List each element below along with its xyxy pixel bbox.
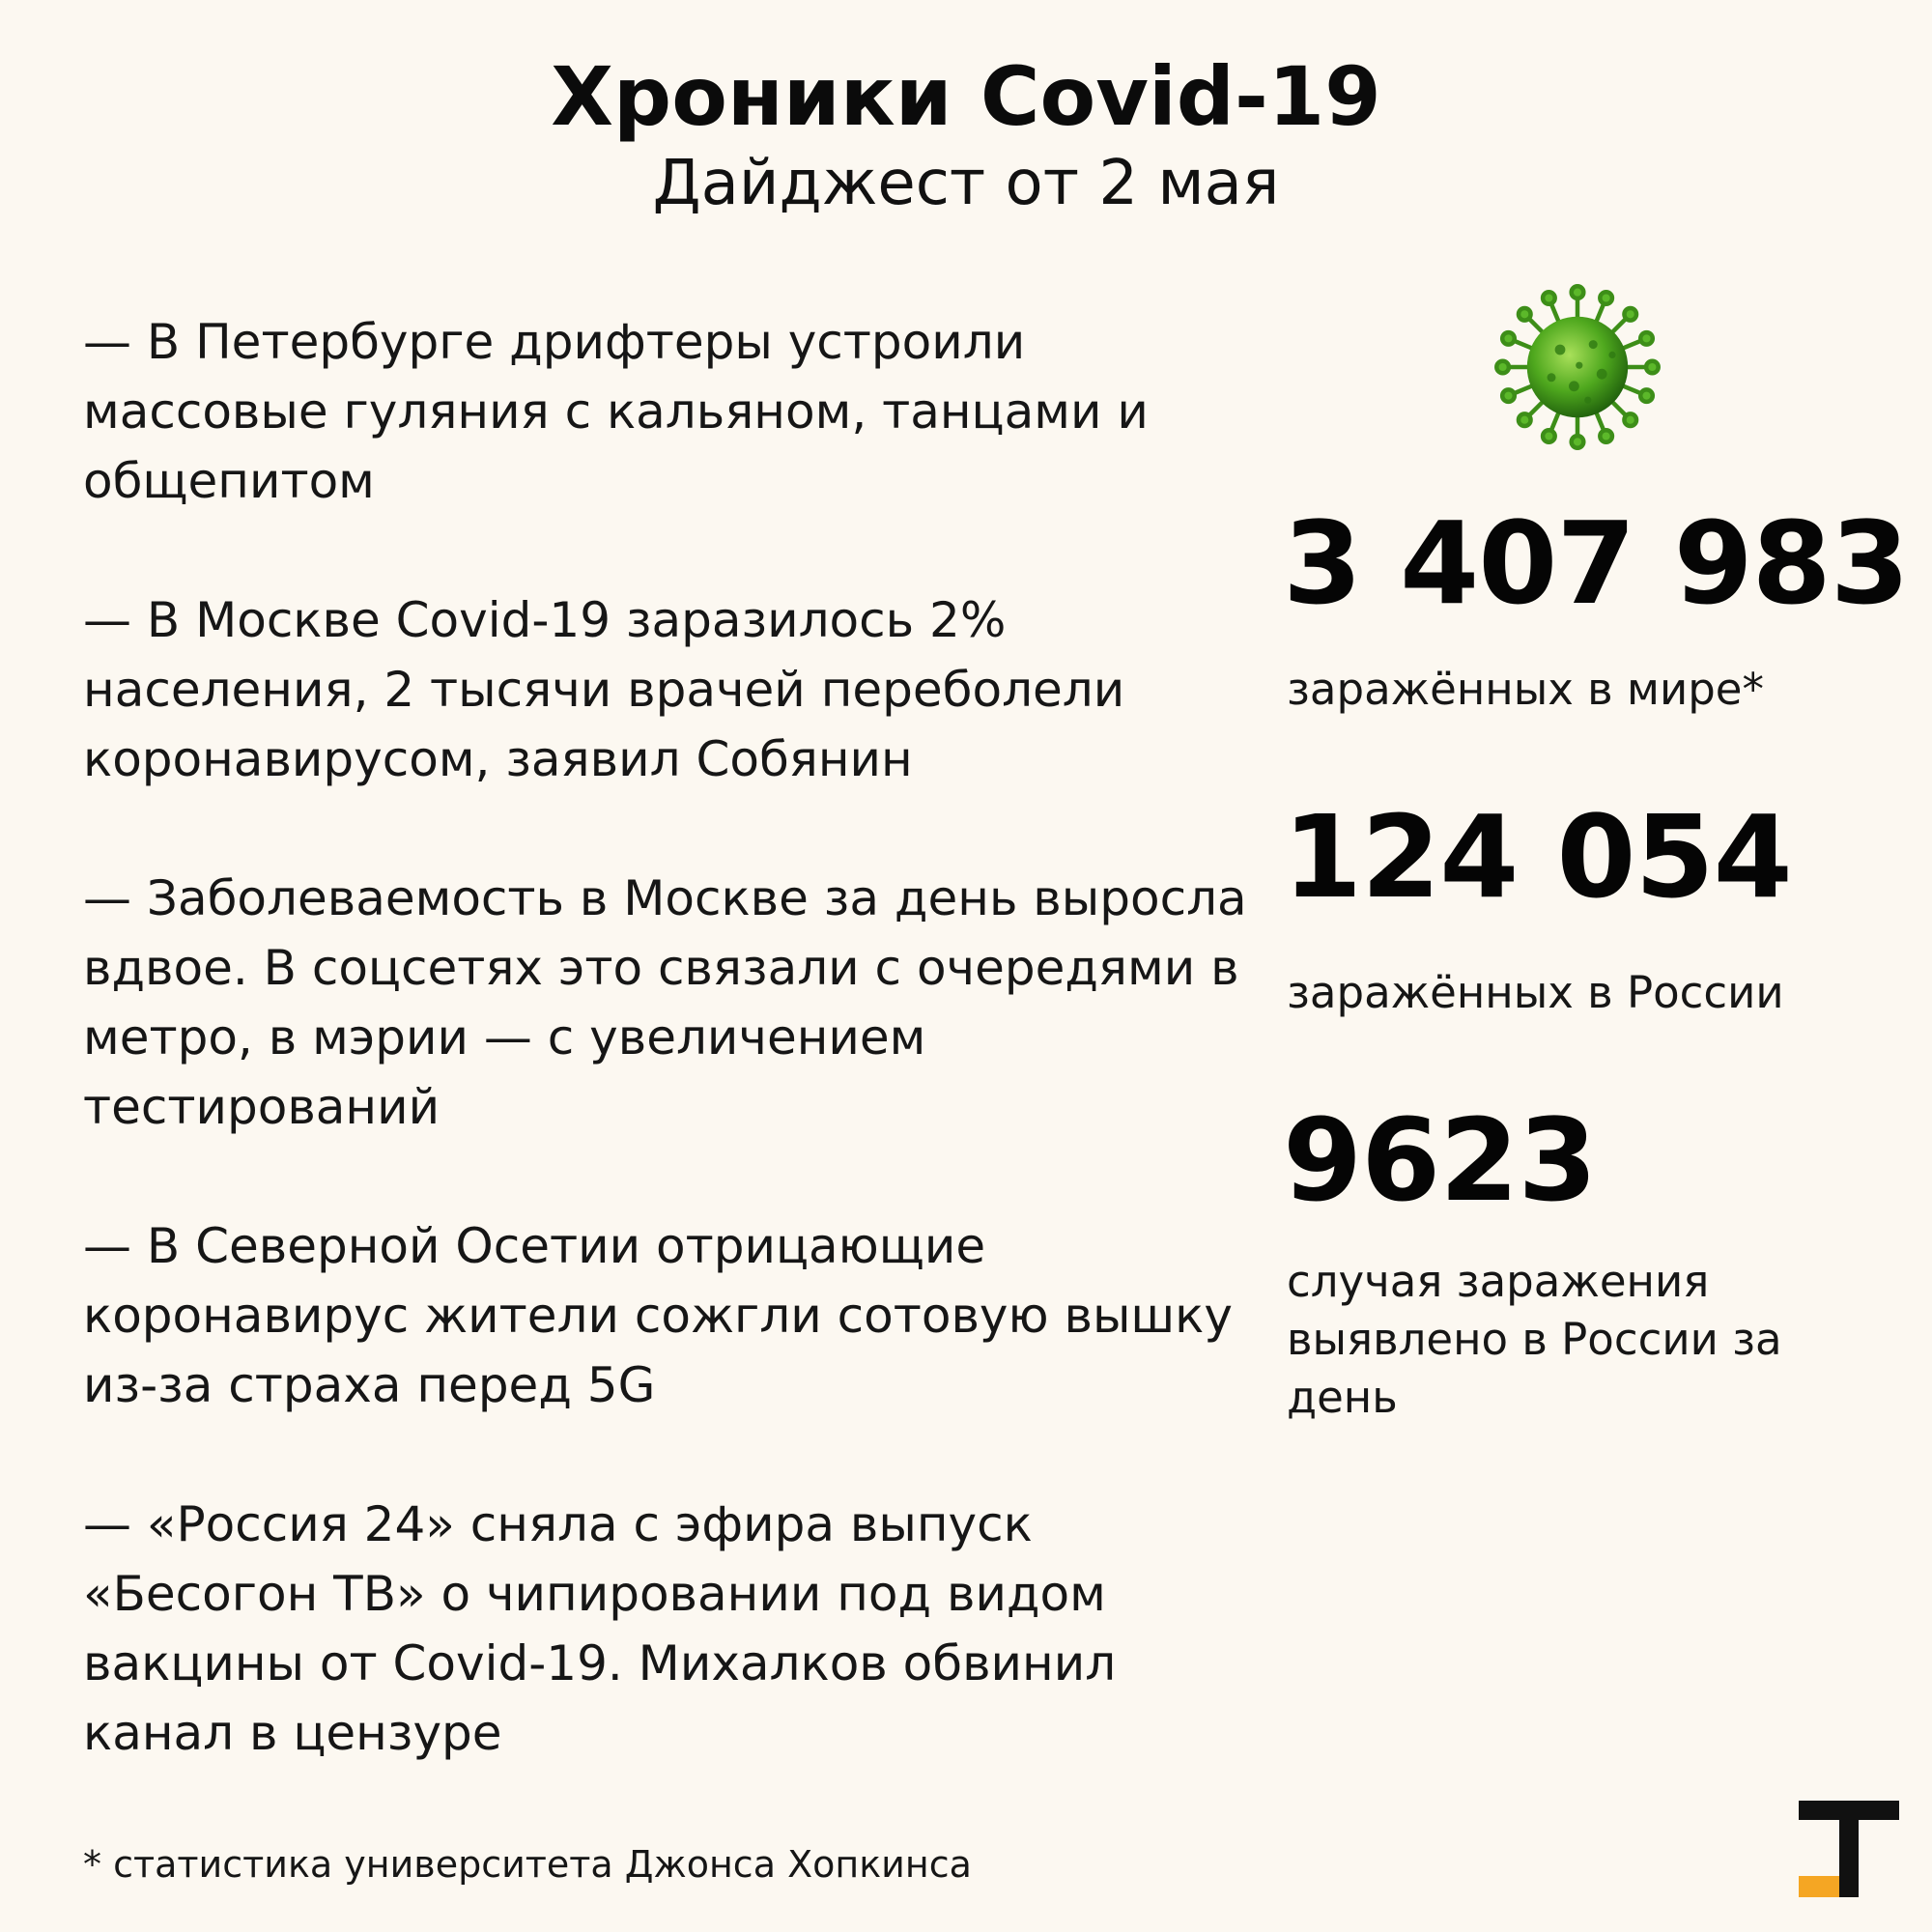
page-title: Хроники Covid-19	[551, 49, 1381, 144]
t-logo-icon	[1799, 1801, 1899, 1897]
stat-world-label: заражённых в мире*	[1287, 664, 1764, 715]
news-item: — В Москве Covid-19 заразилось 2% населения, 2 тысячи врачей переболели коронавирусом, заявил Собянин	[83, 592, 1125, 787]
news-item: — Заболеваемость в Москве за день выросла вдвое. В соцсетях это связали с очередями в метро, в мэрии — с увеличением тестирований	[83, 870, 1247, 1135]
stat-russia-number: 124 054	[1283, 790, 1792, 923]
stat-world-number: 3 407 983	[1283, 497, 1909, 630]
news-item: — В Петербурге дрифтеры устроили массовые гуляния с кальяном, танцами и общепитом	[83, 314, 1149, 509]
stat-daily-label: случая заражения выявлено в России за день	[1287, 1256, 1782, 1423]
footnote: * статистика университета Джонса Хопкинса	[83, 1843, 972, 1886]
stat-daily-number: 9623	[1283, 1094, 1597, 1227]
news-list	[83, 307, 1252, 1837]
coronavirus-icon	[1491, 280, 1664, 454]
news-item: — «Россия 24» сняла с эфира выпуск «Бесогон ТВ» о чипировании под видом вакцины от Covid-19. Михалков обвинил канал в цензуре	[83, 1496, 1117, 1761]
stats-panel	[1283, 0, 1909, 1449]
page-subtitle: Дайджест от 2 мая	[652, 148, 1280, 219]
news-item: — В Северной Осетии отрицающие коронавирус жители сожгли сотовую вышку из-за страха перед 5G	[83, 1218, 1233, 1413]
stat-russia-label: заражённых в России	[1287, 967, 1784, 1018]
